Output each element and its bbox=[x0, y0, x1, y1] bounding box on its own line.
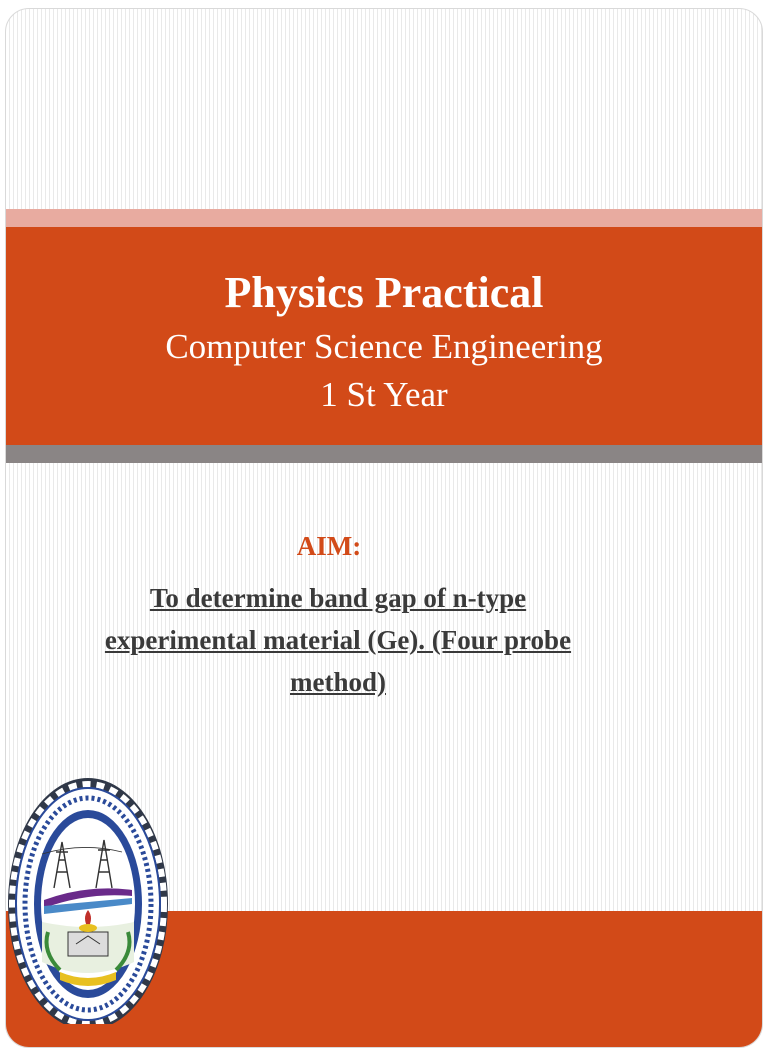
aim-text: To determine band gap of n-type experimental material (Ge). (Four probe method) bbox=[104, 583, 572, 697]
band-bottom-accent bbox=[6, 445, 762, 463]
title-band bbox=[6, 227, 762, 445]
year-label: 1 St Year bbox=[320, 375, 448, 414]
page-title: Physics Practical bbox=[224, 268, 544, 317]
aim-label: AIM: bbox=[296, 531, 362, 561]
band-top-accent bbox=[6, 209, 762, 227]
page-subtitle: Computer Science Engineering bbox=[165, 327, 603, 366]
university-seal-icon bbox=[2, 772, 170, 1024]
